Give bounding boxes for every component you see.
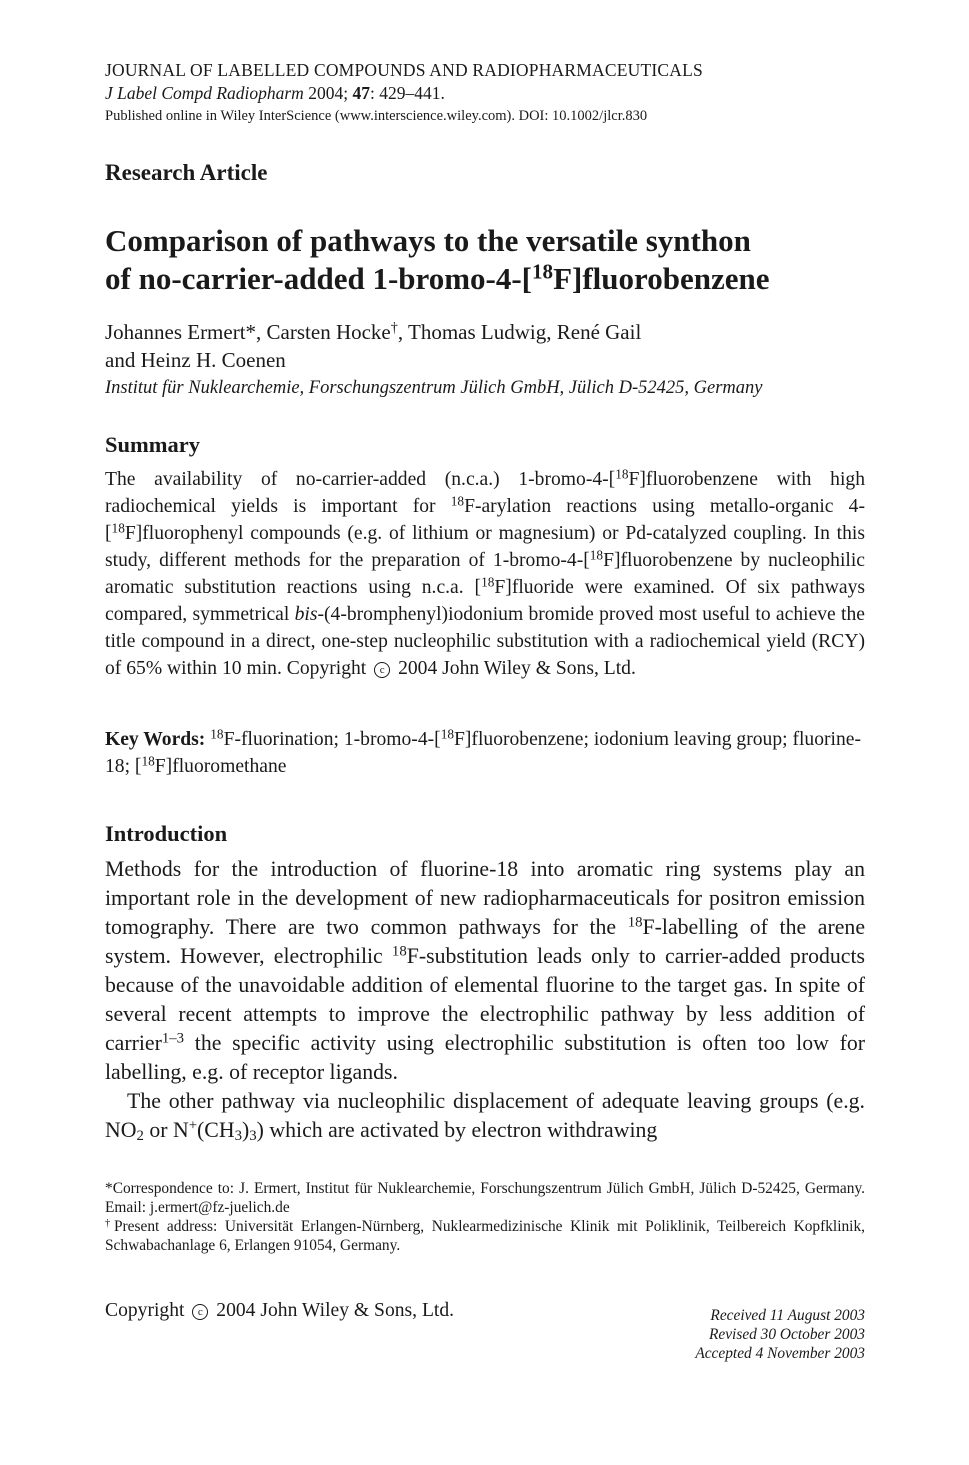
authors-part-3: and Heinz H. Coenen [105, 348, 286, 372]
authors-part-2: , Thomas Ludwig, René Gail [397, 320, 642, 344]
journal-citation [105, 83, 445, 104]
received-date: Received 11 August 2003 [710, 1307, 865, 1324]
title-line-1: Comparison of pathways to the versatile synthon [105, 223, 751, 258]
accepted-date: Accepted 4 November 2003 [695, 1345, 865, 1362]
footnotes [105, 1179, 865, 1255]
title-line-2a: of no-carrier-added 1-bromo-4-[ [105, 261, 533, 296]
citation-abbrev: J Label Compd Radiopharm [105, 83, 304, 103]
intro-paragraph-1: Methods for the introduction of fluorine-18 into aromatic ring systems play an important role in the development of new radiopharmaceuticals for positron emission tomography. There are two common pathways for the $^{18}$F-labelling of the arene system. However, electrophilic $^{18}$F-substitution leads only to carrier-added products because of the unavoidable addition of elemental fluorine to the target gas. In spite of several recent attempts to improve the electrophilic pathway by less addition of carrier$^{1-3}$ the specific activity using electrophilic substitution is often too low for labelling, e.g. of receptor ligands. [105, 857, 865, 1084]
published-online: Published online in Wiley InterScience (www.interscience.wiley.com). DOI: 10.1002/jlcr.830 [105, 108, 648, 124]
summary-heading: Summary [105, 432, 200, 457]
summary-text: The availability of no-carrier-added (n.c.a.) 1-bromo-4-[$^{18}$F]fluorobenzene with high radiochemical yields is important for $^{18}$F-arylation reactions using metallo-organic 4-[$^{18}$F]fluorophenyl compounds (e.g. of lithium or magnesium) or Pd-catalyzed coupling. In this study, different methods for the preparation of 1-bromo-4-[$^{18}$F]fluorobenzene by nucleophilic aromatic substitution reactions using n.c.a. [$^{18}$F]fluoride were examined. Of six pathways compared, symmetrical bis-(4-bromphenyl)iodonium bromide proved most useful to achieve the title compound in a direct, one-step nucleophilic substitution with a radiochemical yield (RCY) of 65% within 10 min. Copyright c 2004 John Wiley & Sons, Ltd. [105, 466, 866, 679]
reference-superscript: 1–3 [161, 1030, 185, 1047]
author-dagger: † [390, 319, 398, 336]
citation-volume: 47 [352, 83, 370, 103]
citation-year: 2004; [308, 83, 349, 103]
article-title [105, 222, 865, 298]
authors-part-1: Johannes Ermert*, Carsten Hocke [105, 320, 391, 344]
author-list [105, 318, 865, 374]
intro-paragraph-2: The other pathway via nucleophilic displacement of adequate leaving groups (e.g. $NO_2$ or $N^+(CH_3)_3$) which are activated by electron withdrawing [105, 1089, 865, 1144]
citation-pages: : 429–441. [369, 83, 445, 103]
journal-name: JOURNAL OF LABELLED COMPOUNDS AND RADIOPHARMACEUTICALS [105, 60, 703, 80]
copyright-symbol: c [374, 662, 390, 678]
title-line-2b: F]fluorobenzene [553, 261, 770, 296]
footer-copyright: Copyright c 2004 John Wiley & Sons, Ltd. [105, 1300, 455, 1321]
affiliation: Institut für Nuklearchemie, Forschungszentrum Jülich GmbH, Jülich D-52425, Germany [105, 378, 763, 398]
copyright-symbol: c [192, 1304, 208, 1320]
keywords: Key Words: $^{18}$F-fluorination; 1-bromo-4-[$^{18}$F]fluorobenzene; iodonium leaving group; fluorine-18; [$^{18}$F]fluoromethane [105, 726, 862, 777]
title-sup: 18 [532, 259, 554, 284]
introduction-text [105, 855, 865, 1145]
footnote-correspondence: *Correspondence to: J. Ermert, Institut für Nuklearchemie, Forschungszentrum Jülich GmbH, Jülich D-52425, Germany. Email: j.ermert@fz-juelich.de [105, 1180, 865, 1216]
keywords-label: Key Words: [105, 729, 206, 750]
article-dates [695, 1306, 865, 1363]
introduction-heading: Introduction [105, 821, 228, 846]
article-type: Research Article [105, 160, 268, 185]
revised-date: Revised 30 October 2003 [708, 1326, 865, 1343]
footnote-present-address: †Present address: Universität Erlangen-Nürnberg, Nuklearmedizinische Klinik mit Poliklinik, Teilbereich Kopfklinik, Schwabachanlage 6, Erlangen 91054, Germany. [105, 1217, 865, 1254]
